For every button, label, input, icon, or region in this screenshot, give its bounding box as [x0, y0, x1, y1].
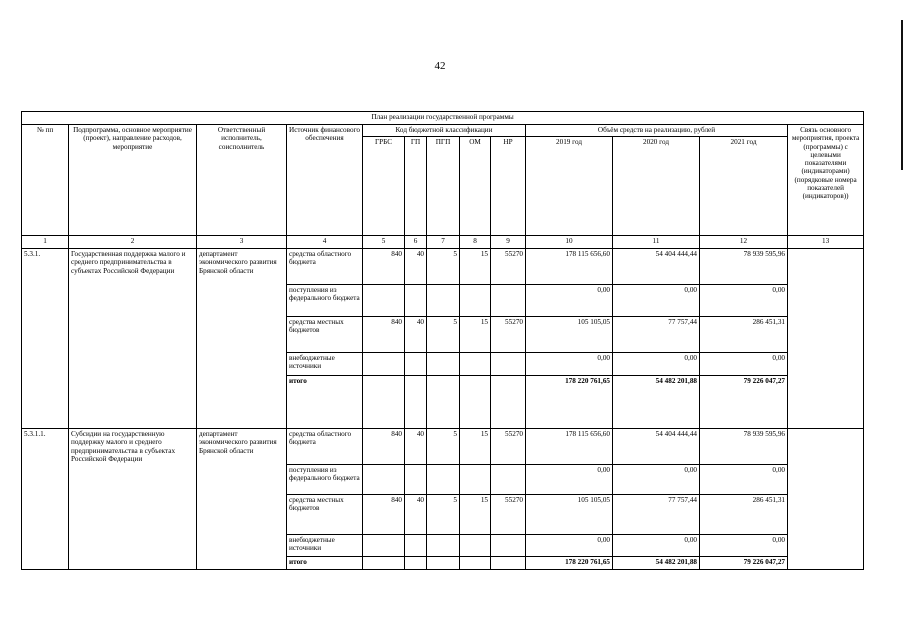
row-num: 5.3.1.1. [22, 429, 69, 570]
cell-gp: 40 [405, 495, 427, 535]
cell-gp [405, 557, 427, 570]
cell-2019: 0,00 [526, 285, 613, 317]
cell-2021: 286 451,31 [700, 317, 788, 353]
row-name: Государственная поддержка малого и среднего предпринимательства в субъектах Российской Федерации [69, 249, 197, 429]
row-executor: департамент экономического развития Брянской области [197, 429, 287, 570]
row-source-total: итого [287, 557, 363, 570]
cell-grbs [363, 535, 405, 557]
cell-pgp [427, 353, 460, 376]
header-pgp: ПГП [427, 137, 460, 236]
cell-pgp: 5 [427, 429, 460, 465]
col-number: 3 [197, 236, 287, 249]
row-source: средства местных бюджетов [287, 495, 363, 535]
cell-pgp: 5 [427, 249, 460, 285]
cell-gp: 40 [405, 249, 427, 285]
cell-grbs [363, 285, 405, 317]
col-number: 4 [287, 236, 363, 249]
cell-2020: 77 757,44 [613, 317, 700, 353]
cell-grbs [363, 353, 405, 376]
cell-gp [405, 465, 427, 495]
header-om: ОМ [460, 137, 491, 236]
cell-pgp [427, 376, 460, 429]
cell-om [460, 465, 491, 495]
col-number: 7 [427, 236, 460, 249]
row-source: внебюджетные источники [287, 535, 363, 557]
cell-2019-total: 178 220 761,65 [526, 557, 613, 570]
cell-grbs [363, 376, 405, 429]
cell-2020: 0,00 [613, 285, 700, 317]
cell-2019: 178 115 656,60 [526, 429, 613, 465]
cell-gp [405, 285, 427, 317]
page-edge-line [901, 20, 903, 170]
cell-grbs: 840 [363, 249, 405, 285]
col-number: 6 [405, 236, 427, 249]
cell-link [788, 429, 864, 570]
cell-pgp [427, 285, 460, 317]
cell-2019: 0,00 [526, 353, 613, 376]
col-number: 13 [788, 236, 864, 249]
cell-om [460, 557, 491, 570]
page-number: 42 [434, 60, 446, 72]
cell-pgp: 5 [427, 317, 460, 353]
header-grbs: ГРБС [363, 137, 405, 236]
cell-2020: 0,00 [613, 353, 700, 376]
cell-pgp [427, 465, 460, 495]
col-number: 11 [613, 236, 700, 249]
header-2021: 2021 год [700, 137, 788, 236]
cell-2019-total: 178 220 761,65 [526, 376, 613, 429]
cell-nr: 55270 [491, 249, 526, 285]
col-number: 2 [69, 236, 197, 249]
col-number: 10 [526, 236, 613, 249]
cell-grbs: 840 [363, 495, 405, 535]
cell-pgp [427, 557, 460, 570]
cell-2021: 286 451,31 [700, 495, 788, 535]
cell-om [460, 535, 491, 557]
row-source: средства областного бюджета [287, 249, 363, 285]
cell-gp [405, 353, 427, 376]
row-source: поступления из федерального бюджета [287, 465, 363, 495]
cell-2021: 78 939 595,96 [700, 429, 788, 465]
header-volume: Объём средств на реализацию, рублей [526, 125, 788, 137]
cell-nr: 55270 [491, 429, 526, 465]
cell-2021: 0,00 [700, 535, 788, 557]
cell-2019: 105 105,05 [526, 495, 613, 535]
cell-gp [405, 376, 427, 429]
table-row [22, 249, 864, 285]
row-source: поступления из федерального бюджета [287, 285, 363, 317]
col-number: 12 [700, 236, 788, 249]
row-executor: департамент экономического развития Брянской области [197, 249, 287, 429]
header-2019: 2019 год [526, 137, 613, 236]
table-row [22, 429, 864, 465]
cell-2019: 105 105,05 [526, 317, 613, 353]
cell-2021: 78 939 595,96 [700, 249, 788, 285]
cell-2021-total: 79 226 047,27 [700, 557, 788, 570]
cell-nr: 55270 [491, 495, 526, 535]
cell-2020-total: 54 482 201,88 [613, 376, 700, 429]
cell-om [460, 376, 491, 429]
header-nr: НР [491, 137, 526, 236]
cell-nr [491, 376, 526, 429]
table-title: План реализации государственной программы [22, 112, 864, 125]
col-number: 8 [460, 236, 491, 249]
cell-2020-total: 54 482 201,88 [613, 557, 700, 570]
row-source: внебюджетные источники [287, 353, 363, 376]
header-subprogram: Подпрограмма, основное мероприятие (проект), направление расходов, мероприятие [69, 125, 197, 236]
cell-pgp: 5 [427, 495, 460, 535]
header-num: № пп [22, 125, 69, 236]
cell-link [788, 249, 864, 429]
cell-2020: 77 757,44 [613, 495, 700, 535]
header-source: Источник финансового обеспечения [287, 125, 363, 236]
cell-nr [491, 353, 526, 376]
cell-om [460, 353, 491, 376]
cell-2019: 0,00 [526, 465, 613, 495]
cell-2021-total: 79 226 047,27 [700, 376, 788, 429]
cell-2021: 0,00 [700, 465, 788, 495]
col-number: 5 [363, 236, 405, 249]
header-executor: Ответственный исполнитель, соисполнитель [197, 125, 287, 236]
plan-table [21, 111, 864, 570]
cell-gp: 40 [405, 429, 427, 465]
cell-nr [491, 285, 526, 317]
cell-om: 15 [460, 495, 491, 535]
cell-om [460, 285, 491, 317]
column-numbers-row [22, 236, 864, 249]
cell-2020: 0,00 [613, 535, 700, 557]
col-number: 1 [22, 236, 69, 249]
cell-grbs: 840 [363, 429, 405, 465]
cell-gp [405, 535, 427, 557]
cell-grbs [363, 465, 405, 495]
cell-om: 15 [460, 429, 491, 465]
header-gp: ГП [405, 137, 427, 236]
cell-gp: 40 [405, 317, 427, 353]
header-kbk: Код бюджетной классификации [363, 125, 526, 137]
cell-2019: 0,00 [526, 535, 613, 557]
cell-2020: 0,00 [613, 465, 700, 495]
cell-nr: 55270 [491, 317, 526, 353]
row-source: средства местных бюджетов [287, 317, 363, 353]
cell-grbs [363, 557, 405, 570]
cell-2020: 54 404 444,44 [613, 249, 700, 285]
header-link: Связь основного мероприятия, проекта (программы) с целевыми показателями (индикаторами) (порядковые номера показателей (индикаторов)) [788, 125, 864, 236]
cell-nr [491, 557, 526, 570]
cell-nr [491, 465, 526, 495]
cell-om: 15 [460, 317, 491, 353]
cell-2019: 178 115 656,60 [526, 249, 613, 285]
cell-2020: 54 404 444,44 [613, 429, 700, 465]
row-num: 5.3.1. [22, 249, 69, 429]
col-number: 9 [491, 236, 526, 249]
cell-nr [491, 535, 526, 557]
row-name: Субсидии на государственную поддержку малого и среднего предпринимательства в субъектах Российской Федерации [69, 429, 197, 570]
cell-2021: 0,00 [700, 353, 788, 376]
cell-pgp [427, 535, 460, 557]
row-source-total: итого [287, 376, 363, 429]
row-source: средства областного бюджета [287, 429, 363, 465]
cell-2021: 0,00 [700, 285, 788, 317]
header-2020: 2020 год [613, 137, 700, 236]
cell-grbs: 840 [363, 317, 405, 353]
cell-om: 15 [460, 249, 491, 285]
